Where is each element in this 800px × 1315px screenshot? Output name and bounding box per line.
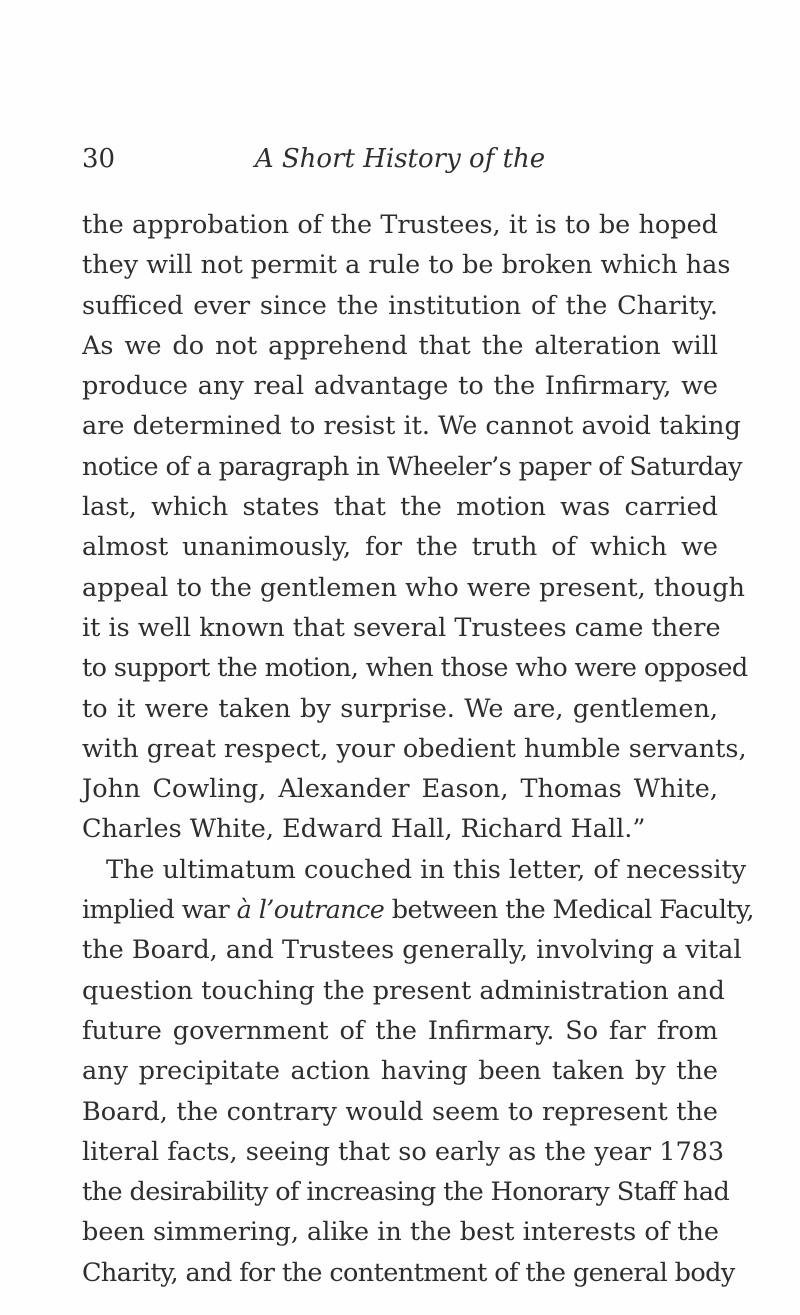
text-line: Board, the contrary would seem to represent the [82, 1096, 718, 1127]
text-line: literal facts, seeing that so early as the year 1783 [82, 1136, 725, 1167]
text-line: the Board, and Trustees generally, involving a vital [82, 935, 742, 966]
text-line: Charity, and for the contentment of the general body [82, 1257, 735, 1288]
text-line: they will not permit a rule to be broken which has [82, 250, 731, 281]
text-line: future government of the Infirmary. So far from [82, 1015, 718, 1046]
running-title: A Short History of the [254, 144, 546, 174]
text-line: to it were taken by surprise. We are, gentlemen, [82, 693, 718, 724]
text-line: been simmering, alike in the best interests of the [82, 1217, 719, 1248]
text-line: produce any real advantage to the Infirmary, we [82, 371, 718, 402]
text-line: the desirability of increasing the Honorary Staff had [82, 1177, 730, 1208]
text-line: last, which states that the motion was carried [82, 492, 718, 523]
text-line: question touching the present administration and [82, 975, 725, 1006]
text-line: notice of a paragraph in Wheeler’s paper of Saturday [82, 451, 742, 482]
italic-phrase: à l’outrance [236, 895, 385, 926]
text-line: to support the motion, when those who were opposed [82, 653, 748, 684]
text-line: it is well known that several Trustees came there [82, 612, 721, 643]
text-line: appeal to the gentlemen who were present, though [82, 572, 745, 603]
text-line: sufficed ever since the institution of the Charity. [82, 290, 718, 321]
text-segment: between the Medical Faculty, [391, 895, 754, 926]
text-segment: implied war [82, 895, 230, 926]
text-line: Charles White, Edward Hall, Richard Hall.” [82, 814, 646, 845]
text-line: As we do not apprehend that the alteration will [82, 330, 718, 361]
body-text [82, 205, 754, 1293]
running-head [82, 143, 718, 183]
text-line: almost unanimously, for the truth of which we [82, 532, 718, 563]
text-line: are determined to resist it. We cannot avoid taking [82, 411, 741, 442]
page-number: 30 [82, 144, 116, 174]
text-line: The ultimatum couched in this letter, of necessity [106, 854, 747, 885]
text-line [82, 890, 754, 930]
text-line: John Cowling, Alexander Eason, Thomas White, [82, 774, 718, 805]
text-line: with great respect, your obedient humble servants, [82, 733, 747, 764]
text-line: any precipitate action having been taken by the [82, 1056, 718, 1087]
text-line: the approbation of the Trustees, it is to be hoped [82, 210, 718, 240]
